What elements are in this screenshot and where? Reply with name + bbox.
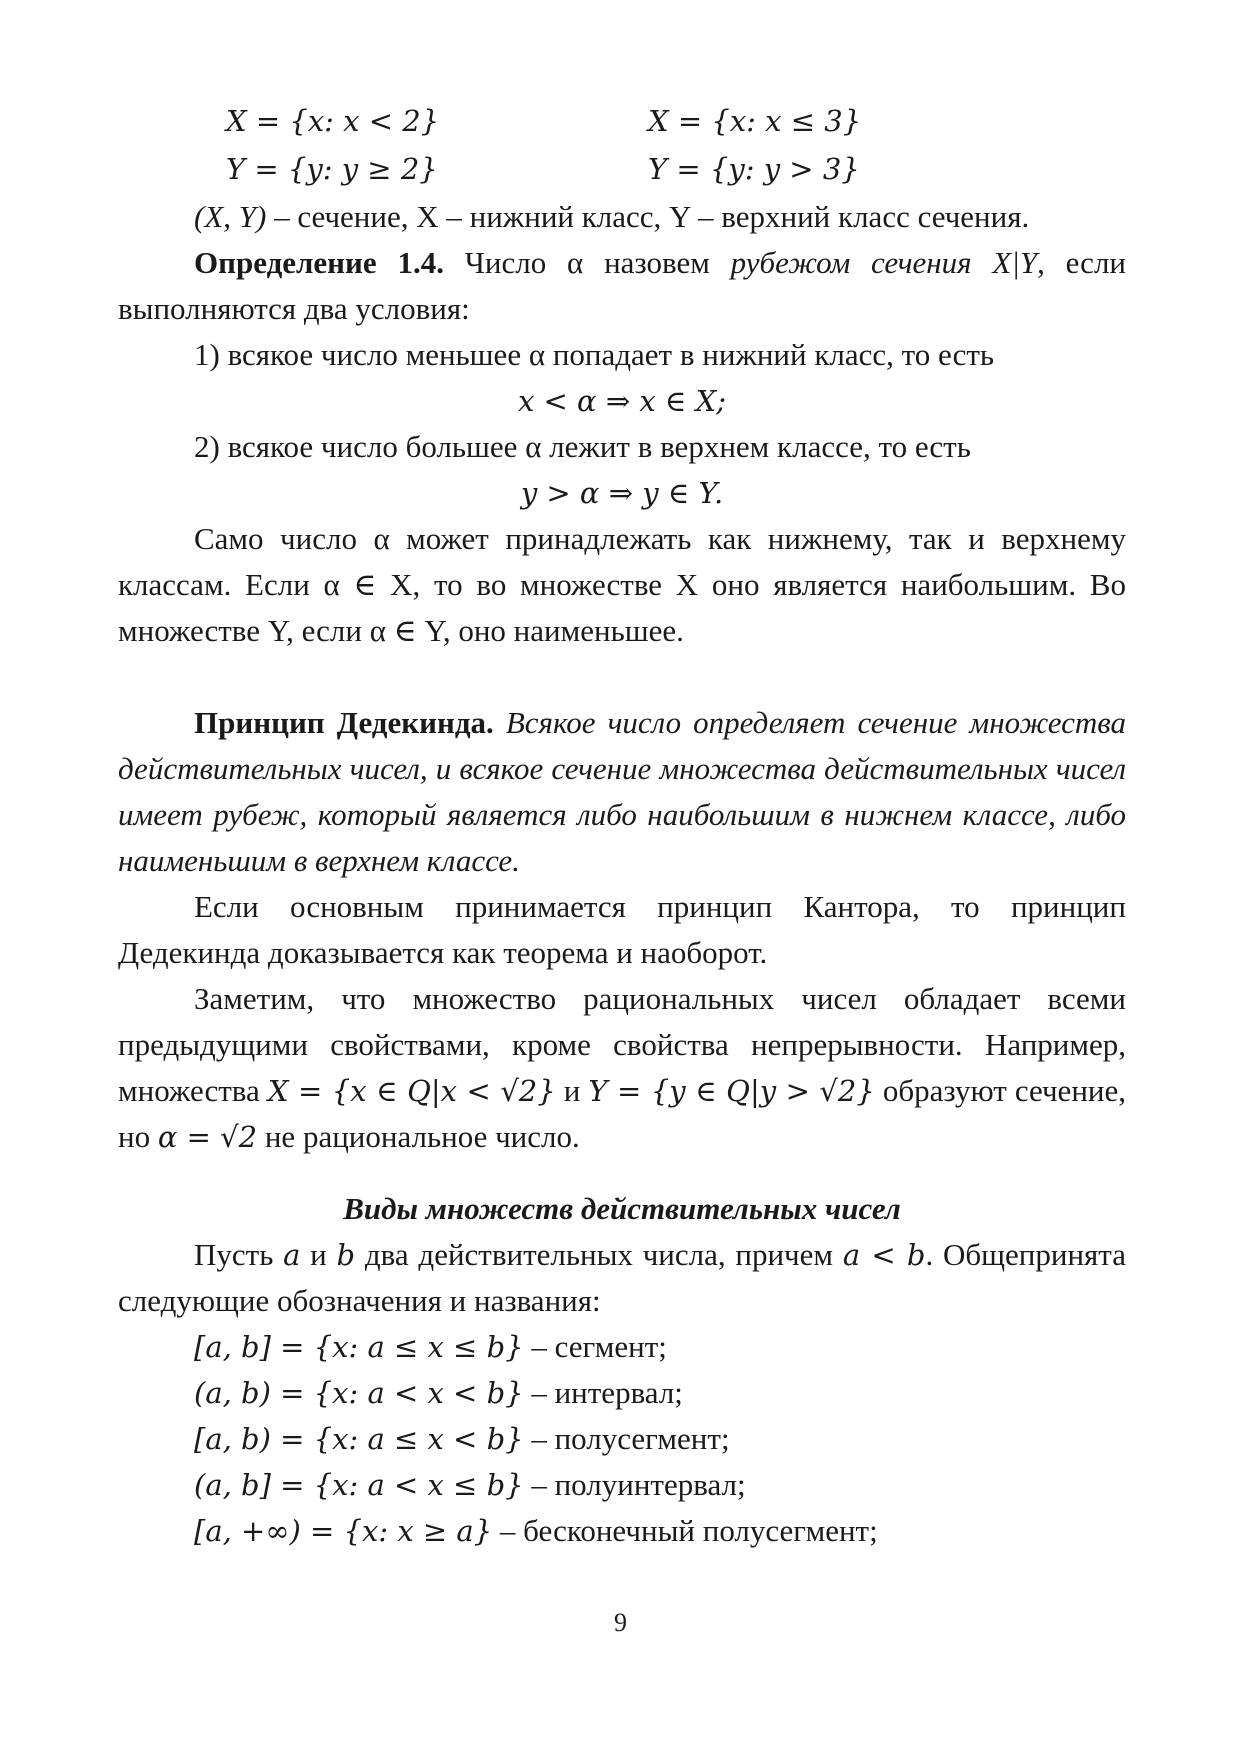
- document-page: [118, 98, 1126, 1554]
- intro-a: Пусть: [194, 1237, 284, 1272]
- dedekind-principle: [118, 700, 1126, 884]
- example-row-2: [118, 146, 1126, 194]
- item-name: – сегмент;: [523, 1329, 667, 1364]
- section-intro: [118, 1232, 1126, 1324]
- section-heading: Виды множеств действительных чисел: [343, 1191, 901, 1226]
- example-left-y: Y = {y: y ≥ 2}: [226, 152, 438, 186]
- intro-d: . Общепринята следующие обозначения и названия:: [118, 1237, 1126, 1318]
- para2-text-b: и: [555, 1073, 589, 1108]
- definition-text-a: Число α назовем: [443, 245, 731, 280]
- para2-text-d: не рациональное число.: [257, 1119, 580, 1154]
- list-item: [118, 1416, 1126, 1462]
- condition-2: 2) всякое число большее α лежит в верхнем классе, то есть: [194, 429, 971, 464]
- definition-remark: Само число α может принадлежать как нижнему, так и верхнему классам. Если α ∈ X, то во множестве X оно является наибольшим. Во множестве Y, если α ∈ Y, оно наименьшее.: [118, 521, 1126, 648]
- var-a: a: [283, 1238, 301, 1272]
- caption-rest: – сечение, X – нижний класс, Y – верхний класс сечения.: [266, 199, 1030, 234]
- list-item: [118, 1324, 1126, 1370]
- set-y: Y = {y ∈ Q|y > √2}: [588, 1074, 875, 1108]
- item-name: – интервал;: [523, 1375, 683, 1410]
- example-caption: [118, 194, 1126, 240]
- example-row-1: [118, 98, 1126, 146]
- example-left-x: X = {x: x < 2}: [226, 104, 440, 138]
- caption-pair: (X, Y): [194, 199, 267, 234]
- list-item: [118, 1508, 1126, 1554]
- definition-term: рубежом сечения X|Y: [730, 245, 1038, 280]
- condition-1: 1) всякое число меньшее α попадает в нижний класс, то есть: [194, 337, 995, 372]
- var-b: b: [336, 1238, 356, 1272]
- para2-text-c: образуют сечение, но: [118, 1073, 1127, 1154]
- para2-text-a: Заметим, что множество рациональных чисел обладает всеми предыдущими свойствами, кроме свойства непрерывности. Например, множества: [118, 981, 1126, 1108]
- item-name: – полусегмент;: [523, 1421, 730, 1456]
- item-name: – бесконечный полусегмент;: [492, 1513, 878, 1548]
- alpha-sqrt2: α = √2: [157, 1120, 258, 1154]
- set-x: X = {x ∈ Q|x < √2}: [267, 1074, 556, 1108]
- a-less-b: a < b: [842, 1238, 926, 1272]
- intro-c: два действительных числа, причем: [355, 1237, 843, 1272]
- item-formula: [a, +∞) = {x: x ≥ a}: [194, 1514, 493, 1548]
- definition-paragraph: [118, 240, 1126, 332]
- list-item: [118, 1370, 1126, 1416]
- definition-text-b: , если выполняются два условия:: [118, 245, 1127, 326]
- item-formula: (a, b) = {x: a < x < b}: [194, 1376, 524, 1410]
- item-name: – полуинтервал;: [523, 1467, 746, 1502]
- list-item: [118, 1462, 1126, 1508]
- dedekind-paragraph-2: [118, 976, 1126, 1160]
- dedekind-label: Принцип Дедекинда.: [194, 705, 494, 740]
- dedekind-paragraph-1: Если основным принимается принцип Кантора, то принцип Дедекинда доказывается как теорема и наоборот.: [118, 889, 1126, 970]
- formula-2: y > α ⇒ y ∈ Y.: [520, 476, 724, 510]
- example-right-y: Y = {y: y > 3}: [648, 152, 860, 186]
- definition-label: Определение 1.4.: [194, 245, 444, 280]
- item-formula: (a, b] = {x: a < x ≤ b}: [194, 1468, 524, 1502]
- item-formula: [a, b) = {x: a ≤ x < b}: [194, 1422, 524, 1456]
- example-right-x: X = {x: x ≤ 3}: [648, 104, 862, 138]
- intro-b: и: [300, 1237, 337, 1272]
- dedekind-statement: Всякое число определяет сечение множества действительных чисел, и всякое сечение множества действительных чисел имеет рубеж, который является либо наибольшим в нижнем классе, либо наименьшим в верхнем классе.: [118, 705, 1126, 878]
- formula-1: x < α ⇒ x ∈ X;: [517, 384, 727, 418]
- item-formula: [a, b] = {x: a ≤ x ≤ b}: [194, 1330, 524, 1364]
- page-number: 9: [614, 1608, 627, 1637]
